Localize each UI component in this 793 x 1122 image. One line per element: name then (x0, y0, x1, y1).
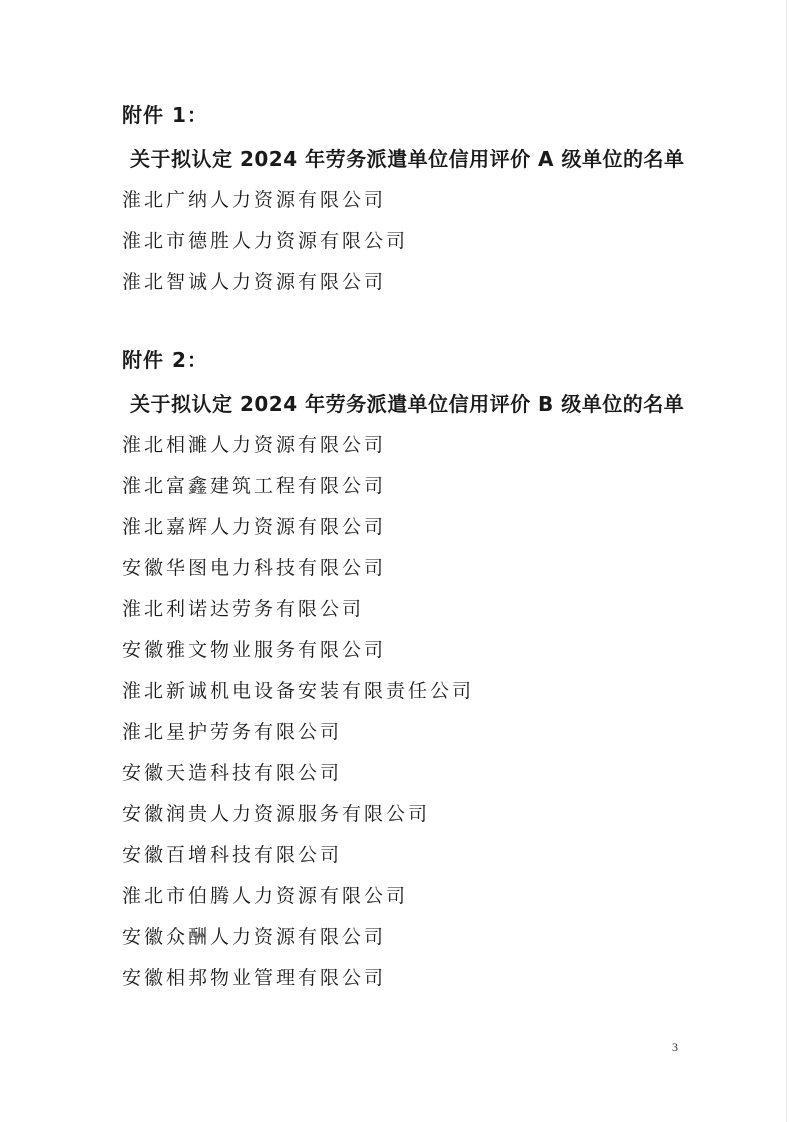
list-item: 安徽润贵人力资源服务有限公司 (122, 803, 431, 825)
list-item: 安徽百增科技有限公司 (122, 844, 343, 866)
list-item: 淮北市德胜人力资源有限公司 (122, 230, 409, 252)
list-item: 淮北新诚机电设备安装有限责任公司 (122, 680, 475, 702)
attachment-1-section (122, 100, 722, 297)
attachment-2-label: 附件 2： (122, 348, 208, 372)
page-number: 3 (672, 1040, 678, 1054)
list-item: 淮北富鑫建筑工程有限公司 (122, 475, 387, 497)
list-item: 淮北广纳人力资源有限公司 (122, 189, 387, 211)
attachment-2-section (122, 345, 722, 993)
attachment-1-title: 关于拟认定 2024 年劳务派遣单位信用评价 A 级单位的名单 (130, 147, 685, 171)
list-item: 淮北星护劳务有限公司 (122, 721, 343, 743)
list-item: 淮北利诺达劳务有限公司 (122, 598, 365, 620)
list-item: 淮北嘉辉人力资源有限公司 (122, 516, 387, 538)
list-item: 安徽众酬人力资源有限公司 (122, 926, 387, 948)
list-item: 安徽雅文物业服务有限公司 (122, 639, 387, 661)
scan-edge-line (786, 0, 787, 1122)
list-item: 安徽华图电力科技有限公司 (122, 557, 387, 579)
list-item: 淮北市伯腾人力资源有限公司 (122, 885, 409, 907)
list-item: 淮北相濉人力资源有限公司 (122, 434, 387, 456)
attachment-1-label: 附件 1： (122, 103, 208, 127)
grade-b-company-list (122, 430, 722, 993)
list-item: 安徽天造科技有限公司 (122, 762, 343, 784)
list-item: 安徽相邦物业管理有限公司 (122, 967, 387, 989)
grade-a-company-list (122, 185, 722, 297)
attachment-2-title: 关于拟认定 2024 年劳务派遣单位信用评价 B 级单位的名单 (130, 392, 685, 416)
list-item: 淮北智诚人力资源有限公司 (122, 271, 387, 293)
